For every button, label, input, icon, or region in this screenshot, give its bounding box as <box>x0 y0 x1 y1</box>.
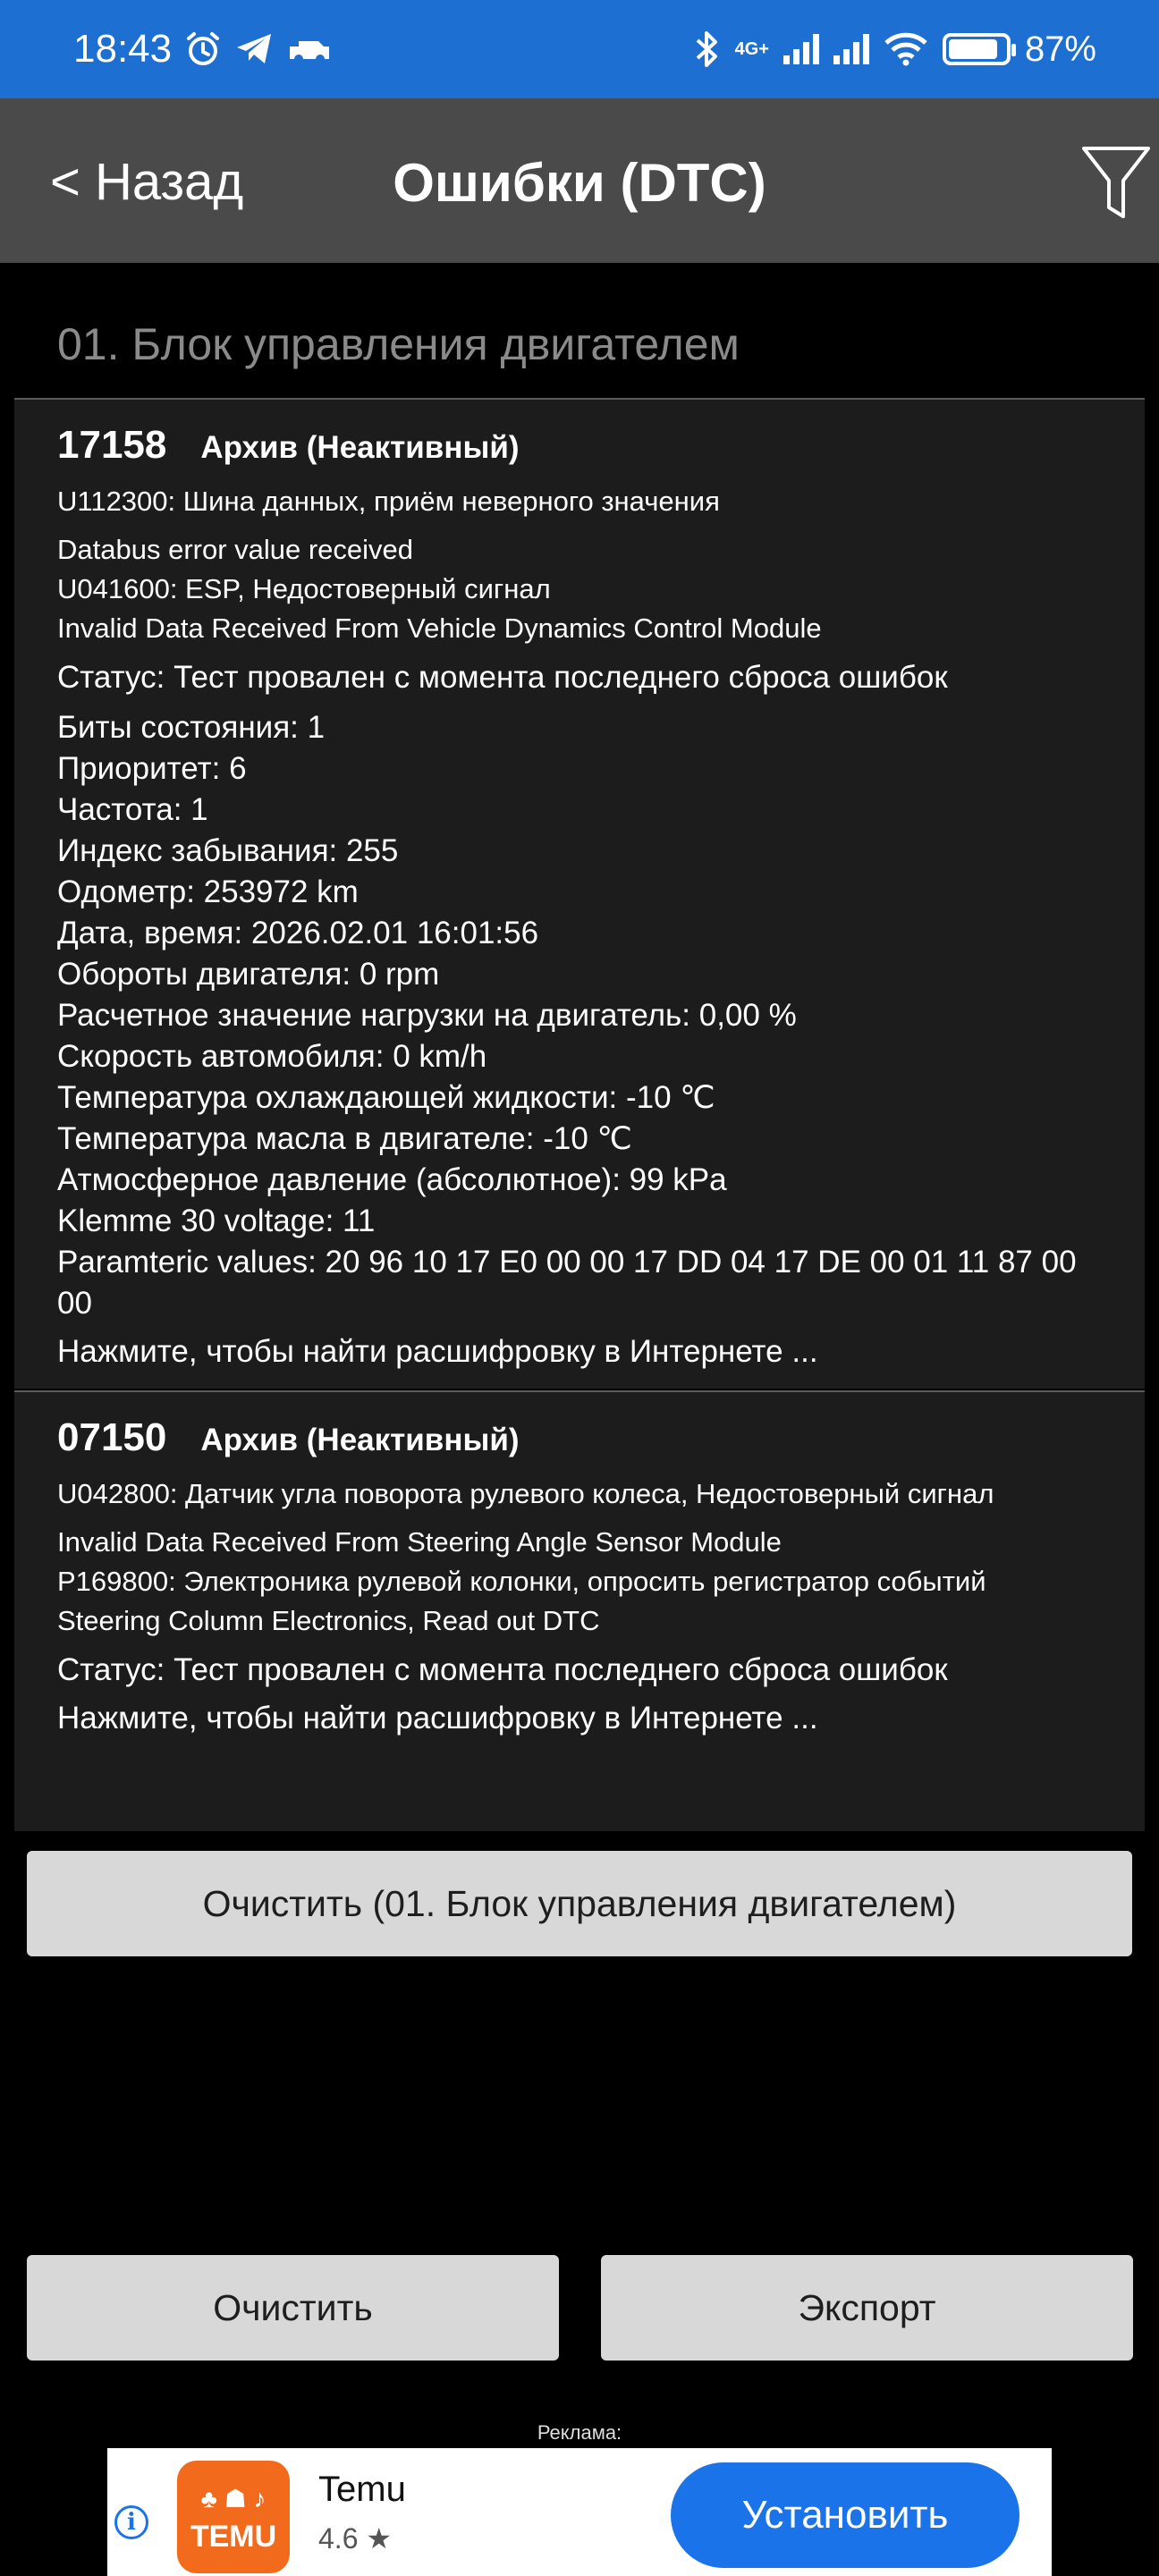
clear-button[interactable]: Очистить <box>27 2255 559 2361</box>
detail-line: Klemme 30 voltage: 11 <box>57 1204 376 1238</box>
detail-line: Paramteric values: 20 96 10 17 E0 00 00 17 DD 04 17 DE 00 01 11 87 00 00 <box>57 1245 1077 1321</box>
signal-icon <box>783 34 819 64</box>
dtc-status: Статус: Тест провален с момента последнего сброса ошибок <box>57 660 948 695</box>
fault-description-en: Invalid Data Received From Steering Angle Sensor Module <box>57 1526 782 1558</box>
fault-description: U112300: Шина данных, приём неверного значения <box>57 486 720 517</box>
bag-icon: ♣ ☗ ♪ <box>200 2485 266 2513</box>
detail-line: Приоритет: 6 <box>57 751 247 786</box>
detail-line: Скорость автомобиля: 0 km/h <box>57 1039 487 1074</box>
dtc-state: Архив (Неактивный) <box>200 1423 520 1457</box>
detail-line: Индекс забывания: 255 <box>57 833 399 868</box>
detail-line: Дата, время: 2026.02.01 16:01:56 <box>57 916 539 950</box>
app-logo-text: TEMU <box>190 2520 277 2554</box>
dtc-state: Архив (Неактивный) <box>200 430 520 465</box>
filter-icon[interactable] <box>1080 143 1152 224</box>
dtc-status: Статус: Тест провален с момента последнего сброса ошибок <box>57 1652 948 1687</box>
fault-description: U041600: ESP, Недостоверный сигнал <box>57 573 551 604</box>
detail-line: Одометр: 253972 km <box>57 874 359 909</box>
signal-icon <box>833 34 869 64</box>
telegram-icon <box>234 31 274 67</box>
nav-bar <box>0 98 1159 263</box>
detail-line: Расчетное значение нагрузки на двигатель: 0,00 % <box>57 998 797 1033</box>
fault-description-en: Steering Column Electronics, Read out DTC <box>57 1605 600 1636</box>
fault-description: U042800: Датчик угла поворота рулевого колеса, Недостоверный сигнал <box>57 1478 994 1509</box>
detail-line: Обороты двигателя: 0 rpm <box>57 957 440 992</box>
install-button[interactable]: Установить <box>671 2462 1019 2568</box>
app-name: Temu <box>318 2470 406 2509</box>
detail-line: Температура масла в двигателе: -10 ℃ <box>57 1121 632 1156</box>
car-icon <box>286 34 333 64</box>
wifi-icon <box>884 32 928 66</box>
detail-line: Атмосферное давление (абсолютное): 99 kPa <box>57 1162 727 1197</box>
detail-line: Частота: 1 <box>57 792 208 827</box>
app-logo <box>177 2461 290 2573</box>
alarm-icon <box>184 30 222 68</box>
status-bar <box>0 0 1159 98</box>
dtc-code: 17158 <box>57 423 167 467</box>
dtc-card[interactable] <box>14 1390 1145 1831</box>
dtc-code: 07150 <box>57 1415 167 1459</box>
app-rating: 4.6 ★ <box>318 2522 393 2555</box>
detail-line: Биты состояния: 1 <box>57 710 326 745</box>
info-icon[interactable]: i <box>114 2505 148 2539</box>
network-type: 4G+ <box>734 39 769 59</box>
battery-percent: 87% <box>1024 29 1096 69</box>
section-title: 01. Блок управления двигателем <box>57 319 740 369</box>
page-title: Ошибки (DTC) <box>393 153 766 213</box>
export-button[interactable]: Экспорт <box>601 2255 1133 2361</box>
fault-description-en: Invalid Data Received From Vehicle Dynamics Control Module <box>57 612 822 644</box>
status-time: 18:43 <box>73 27 173 71</box>
back-button[interactable]: < Назад <box>50 153 244 211</box>
search-online-link[interactable]: Нажмите, чтобы найти расшифровку в Интернете ... <box>57 1334 818 1369</box>
detail-line: Температура охлаждающей жидкости: -10 ℃ <box>57 1080 715 1115</box>
ad-label: Реклама: <box>537 2421 622 2444</box>
search-online-link[interactable]: Нажмите, чтобы найти расшифровку в Интернете ... <box>57 1701 818 1736</box>
fault-description-en: Databus error value received <box>57 534 414 565</box>
bluetooth-icon <box>694 30 721 69</box>
ad-banner[interactable] <box>107 2448 1052 2576</box>
clear-block-button[interactable]: Очистить (01. Блок управления двигателем) <box>27 1851 1132 1956</box>
battery-icon <box>943 33 1011 65</box>
dtc-card[interactable] <box>14 398 1145 1389</box>
fault-description: P169800: Электроника рулевой колонки, опросить регистратор событий <box>57 1566 986 1597</box>
